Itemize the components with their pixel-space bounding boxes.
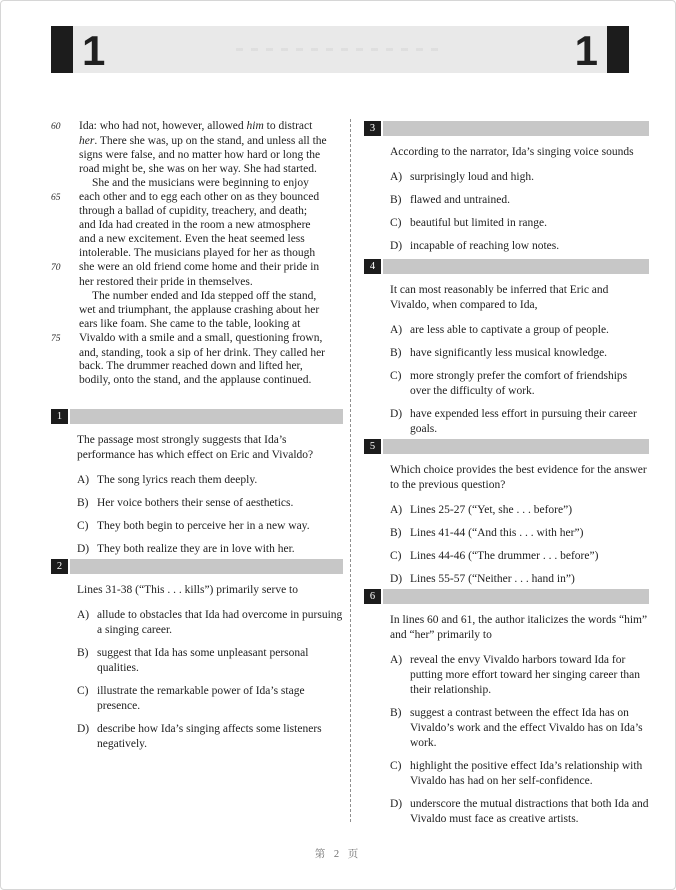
passage-text: road might be, she was on her way. She had started. (79, 162, 317, 175)
section-number-left: 1 (82, 27, 106, 74)
option-letter: C) (390, 760, 402, 772)
line-number (51, 304, 79, 318)
option-text: more strongly prefer the comfort of friendships over the difficulty of work. (410, 370, 628, 397)
answer-option (364, 369, 649, 399)
option-text: flawed and untrained. (410, 194, 510, 206)
question-number: 1 (51, 409, 68, 424)
option-text: have significantly less musical knowledge. (410, 347, 608, 359)
header-black-block-right (607, 26, 629, 73)
answer-option (364, 216, 649, 231)
section-number-right: 1 (574, 27, 598, 74)
option-letter: B) (77, 497, 89, 509)
passage-text: through a ballad of cupidity, treachery, and death; (79, 205, 308, 218)
option-text: beautiful but limited in range. (410, 217, 548, 229)
line-number (51, 163, 79, 177)
faded-watermark (236, 48, 446, 51)
option-letter: B) (390, 347, 402, 359)
option-text: They both realize they are in love with her. (97, 543, 295, 555)
answer-option (364, 323, 649, 338)
question-4 (364, 259, 649, 445)
option-text: Her voice bothers their sense of aesthetics. (97, 497, 294, 509)
answer-option (51, 542, 343, 557)
passage-line (51, 149, 343, 163)
option-text: reveal the envy Vivaldo harbors toward Ida for putting more effort toward her singing career than their relationship. (410, 654, 641, 696)
question-stem: Lines 31-38 (“This . . . kills”) primarily serve to (77, 584, 299, 596)
question-badge-bar (70, 559, 343, 574)
option-letter: A) (77, 609, 90, 621)
option-text: Lines 25-27 (“Yet, she . . . before”) (410, 504, 573, 516)
line-number: 60 (51, 122, 61, 132)
option-text: Lines 44-46 (“The drummer . . . before”) (410, 550, 599, 562)
answer-option (51, 608, 343, 638)
passage-line (51, 347, 343, 361)
option-letter: A) (390, 504, 403, 516)
question-stem: According to the narrator, Ida’s singing voice sounds (390, 146, 634, 158)
option-letter: B) (390, 527, 402, 539)
answer-option (51, 473, 343, 488)
answer-option (51, 722, 343, 752)
line-number (51, 247, 79, 261)
option-text: suggest a contrast between the effect Ida has on Vivaldo’s work and the effect Vivaldo has on Ida’s work. (410, 707, 643, 749)
passage-text: and Ida had created in the room a new atmosphere (79, 219, 311, 232)
option-text: incapable of reaching low notes. (410, 240, 560, 252)
passage-line (51, 360, 343, 374)
passage-line (51, 163, 343, 177)
line-number (51, 360, 79, 374)
option-letter: C) (390, 370, 402, 382)
answer-option (364, 706, 649, 751)
passage-text: and, standing, took a sip of her drink. They called her (79, 346, 326, 359)
answer-options (51, 473, 343, 557)
option-text: Lines 41-44 (“And this . . . with her”) (410, 527, 584, 539)
passage-line (51, 247, 343, 261)
passage-text: ears like foam. She came to the table, looking at (79, 317, 301, 330)
option-letter: A) (77, 474, 90, 486)
option-letter: A) (390, 171, 403, 183)
option-text: have expended less effort in pursuing their career goals. (410, 408, 637, 435)
option-letter: C) (77, 685, 89, 697)
line-number (51, 149, 79, 163)
passage-text: She and the musicians were beginning to enjoy (92, 176, 309, 189)
passage-text: bodily, onto the stand, and the applause continued. (79, 374, 312, 387)
passage-text: intolerable. The musicians played for her as though (79, 247, 316, 260)
answer-option (364, 239, 649, 254)
question-6 (364, 589, 649, 835)
question-2 (51, 559, 343, 760)
line-number (51, 374, 79, 388)
passage-line (51, 332, 343, 347)
option-letter: C) (390, 217, 402, 229)
passage-text: back. The drummer reached down and lifted her, (79, 360, 303, 373)
option-text: Lines 55-57 (“Neither . . . hand in”) (410, 573, 575, 585)
passage-line (51, 304, 343, 318)
answer-options (51, 608, 343, 752)
question-number: 4 (364, 259, 381, 274)
question-stem: In lines 60 and 61, the author italicizes the words “him” and “her” primarily to (390, 614, 648, 641)
passage-line (51, 135, 343, 149)
line-number: 65 (51, 192, 61, 203)
question-number: 3 (364, 121, 381, 136)
question-number: 5 (364, 439, 381, 454)
question-badge (51, 409, 343, 424)
header-black-block-left (51, 26, 73, 73)
option-letter: B) (77, 647, 89, 659)
answer-option (51, 519, 343, 534)
answer-option (364, 503, 649, 518)
option-text: illustrate the remarkable power of Ida’s stage presence. (97, 685, 305, 712)
line-number (51, 205, 79, 219)
answer-option (51, 646, 343, 676)
option-letter: B) (390, 194, 402, 206)
passage-text: wet and triumphant, the applause crashing about her (79, 303, 320, 316)
option-letter: D) (390, 798, 403, 810)
question-1 (51, 409, 343, 565)
question-badge-bar (383, 439, 649, 454)
option-text: are less able to captivate a group of people. (410, 324, 609, 336)
line-number (51, 177, 79, 191)
passage-text: she were an old friend come home and their pride in (79, 261, 320, 274)
question-stem: Which choice provides the best evidence for the answer to the previous question? (390, 464, 647, 491)
line-number (51, 135, 79, 149)
option-letter: A) (390, 324, 403, 336)
passage-text: her. There she was, up on the stand, and unless all the (79, 134, 327, 147)
question-stem: It can most reasonably be inferred that Eric and Vivaldo, when compared to Ida, (390, 284, 609, 311)
question-number: 6 (364, 589, 381, 604)
option-letter: A) (390, 654, 403, 666)
option-text: surprisingly loud and high. (410, 171, 534, 183)
passage-text: each other and to egg each other on as they bounced (79, 190, 320, 203)
line-number (51, 318, 79, 332)
passage-line (51, 374, 343, 388)
passage-text: The number ended and Ida stepped off the stand, (92, 289, 317, 302)
question-badge (51, 559, 343, 574)
column-divider (350, 119, 351, 822)
answer-option (364, 170, 649, 185)
option-text: They both begin to perceive her in a new way. (97, 520, 310, 532)
line-number (51, 347, 79, 361)
passage-line (51, 219, 343, 233)
answer-options (364, 170, 649, 254)
line-number (51, 219, 79, 233)
passage-line (51, 290, 343, 304)
answer-option (364, 346, 649, 361)
passage-text: Vivaldo with a smile and a small, questioning frown, (79, 331, 323, 344)
answer-option (364, 407, 649, 437)
option-text: underscore the mutual distractions that both Ida and Vivaldo must face as creative artists. (410, 798, 649, 825)
passage (51, 120, 343, 388)
option-text: describe how Ida’s singing affects some listeners negatively. (97, 723, 322, 750)
question-badge-bar (70, 409, 343, 424)
answer-options (364, 653, 649, 827)
line-number (51, 233, 79, 247)
line-number (51, 276, 79, 290)
passage-line (51, 120, 343, 135)
answer-option (51, 496, 343, 511)
option-letter: D) (77, 543, 90, 555)
passage-line (51, 318, 343, 332)
passage-text: her restored their pride in themselves. (79, 275, 253, 288)
answer-option (364, 759, 649, 789)
option-letter: D) (390, 408, 403, 420)
question-badge-bar (383, 121, 649, 136)
answer-option (364, 549, 649, 564)
question-badge (364, 589, 649, 604)
answer-option (364, 526, 649, 541)
answer-options (364, 323, 649, 437)
passage-text: signs were false, and no matter how hard or long the (79, 148, 321, 161)
option-letter: B) (390, 707, 402, 719)
answer-option (364, 193, 649, 208)
passage-line (51, 261, 343, 276)
question-badge-bar (383, 589, 649, 604)
option-text: allude to obstacles that Ida had overcome in pursuing a singing career. (97, 609, 343, 636)
question-badge (364, 121, 649, 136)
question-stem: The passage most strongly suggests that Ida’s performance has which effect on Eric and Vivaldo? (77, 434, 314, 461)
answer-option (51, 684, 343, 714)
option-letter: D) (390, 573, 403, 585)
passage-line (51, 177, 343, 191)
answer-options (364, 503, 649, 587)
line-number: 75 (51, 333, 61, 344)
option-text: The song lyrics reach them deeply. (97, 474, 258, 486)
answer-option (364, 572, 649, 587)
question-number: 2 (51, 559, 68, 574)
line-number (51, 290, 79, 304)
question-badge-bar (383, 259, 649, 274)
passage-text: Ida: who had not, however, allowed him to distract (79, 120, 313, 132)
option-letter: D) (390, 240, 403, 252)
option-text: suggest that Ida has some unpleasant personal qualities. (97, 647, 309, 674)
line-number: 70 (51, 263, 61, 274)
answer-option (364, 653, 649, 698)
question-3 (364, 121, 649, 262)
passage-text: and a new excitement. Even the heat seemed less (79, 233, 305, 246)
option-letter: C) (77, 520, 89, 532)
question-5 (364, 439, 649, 595)
passage-line (51, 191, 343, 206)
passage-line (51, 276, 343, 290)
passage-line (51, 233, 343, 247)
answer-option (364, 797, 649, 827)
option-letter: C) (390, 550, 402, 562)
option-text: highlight the positive effect Ida’s relationship with Vivaldo has had on her self-confidence. (410, 760, 643, 787)
option-letter: D) (77, 723, 90, 735)
question-badge (364, 439, 649, 454)
section-header (51, 26, 629, 73)
page-footer: 第 2 页 (314, 849, 362, 860)
passage-line (51, 205, 343, 219)
question-badge (364, 259, 649, 274)
